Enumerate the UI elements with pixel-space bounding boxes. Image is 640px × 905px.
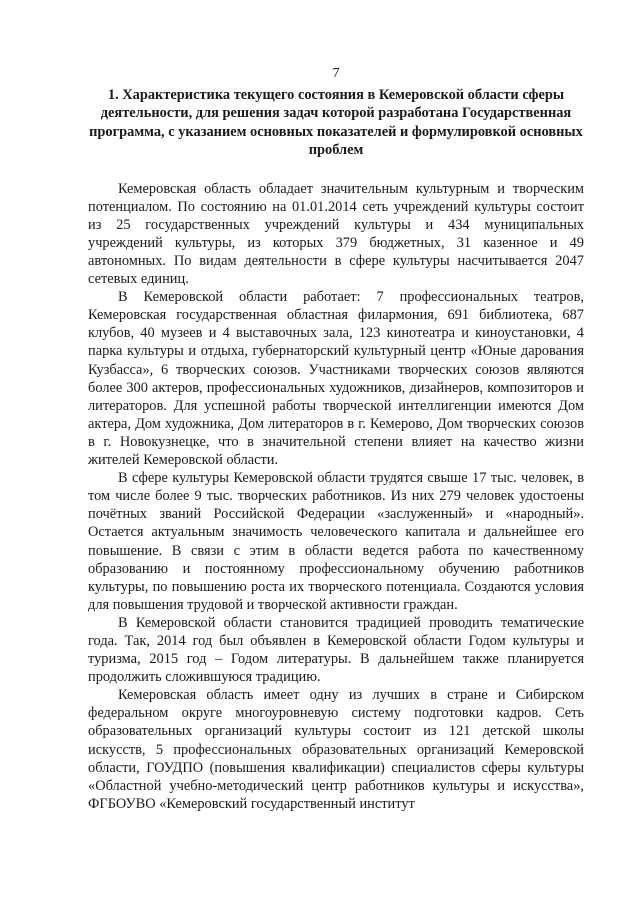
paragraph-cultural-network: Кемеровская область обладает значительным культурным и творческим потенциалом. По состоянию на 01.01.2014 сеть учреждений культуры состоит из 25 государственных учреждений культуры и 434 муниципальных учреждений культуры, из которых 379 бюджетных, 31 казенное и 49 автономных. По видам деятельности в сфере культуры насчитывается 2047 сетевых единиц. (88, 180, 584, 288)
section-heading: 1. Характеристика текущего состояния в Кемеровской области сферы деятельности, для решения задач которой разработана Государственная программа, с указанием основных показателей и формулировкой основных проблем (89, 87, 583, 159)
document-page (88, 66, 584, 813)
body-text (88, 180, 584, 813)
paragraph-thematic-years: В Кемеровской области становится традицией проводить тематические года. Так, 2014 год был объявлен в Кемеровской области Годом культуры и туризма, 2015 год – Годом литературы. В дальнейшем также планируется продолжить сложившуюся традицию. (88, 614, 584, 686)
page-number: 7 (332, 66, 340, 81)
paragraph-education-system: Кемеровская область имеет одну из лучших в стране и Сибирском федеральном округе многоуровневую систему подготовки кадров. Сеть образовательных организаций культуры состоит из 121 детской школы искусств, 5 профессиональных образовательных организаций Кемеровской области, ГОУДПО (повышения квалификации) специалистов сферы культуры «Областной учебно-методический центр работников культуры и искусства», ФГБОУВО «Кемеровский государственный институт (88, 687, 584, 812)
paragraph-workforce: В сфере культуры Кемеровской области трудятся свыше 17 тыс. человек, в том числе более 9 тыс. творческих работников. Из них 279 человек удостоены почётных званий Российской Федерации «заслуженный» и «народный». Остается актуальным значимость человеческого капитала и дальнейшее его повышение. В связи с этим в области ведется работа по качественному образованию и постоянному профессиональному обучению работников культуры, по повышению роста их творческого потенциала. Создаются условия для повышения трудовой и творческой активности граждан. (88, 470, 584, 613)
paragraph-institutions: В Кемеровской области работает: 7 профессиональных театров, Кемеровская государственная областная филармония, 691 библиотека, 687 клубов, 40 музеев и 4 выставочных зала, 123 кинотеатра и киноустановки, 4 парка культуры и отдыха, губернаторский культурный центр «Юные дарования Кузбасса», 6 творческих союзов. Участниками творческих союзов являются более 300 актеров, профессиональных художников, дизайнеров, композиторов и литераторов. Для успешной работы творческой интеллигенции имеются Дом актера, Дом художника, Дом литераторов в г. Кемерово, Дом творческих союзов в г. Новокузнецке, что в значительной степени влияет на качество жизни жителей Кемеровской области. (88, 289, 584, 469)
